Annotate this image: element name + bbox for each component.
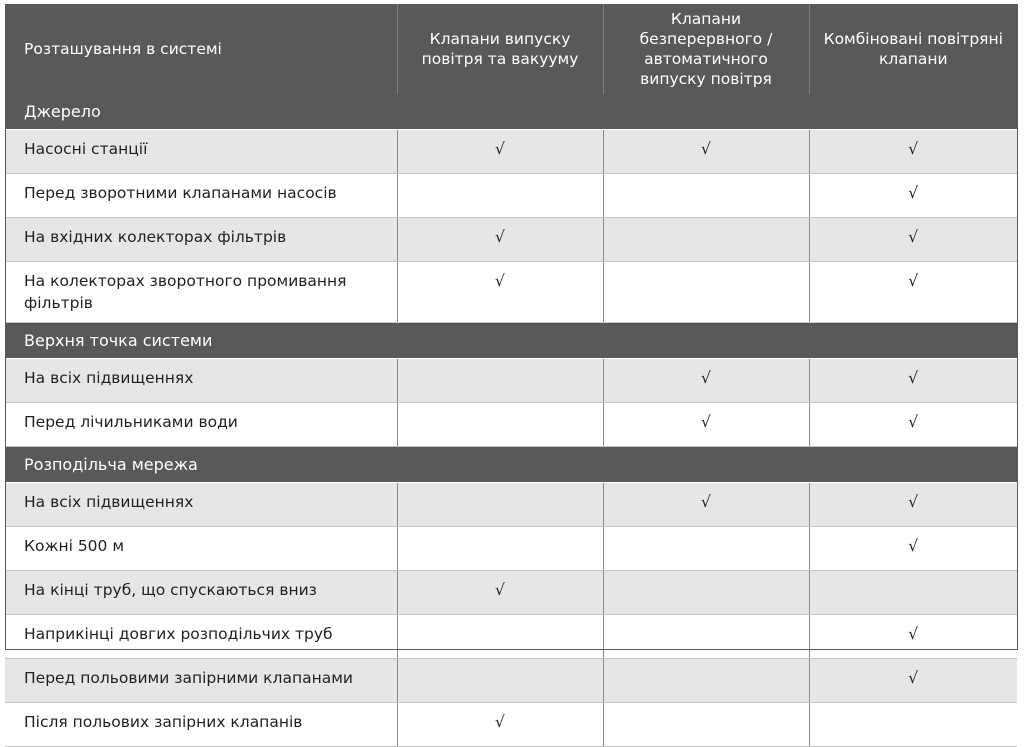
check-mark-icon: √	[397, 703, 603, 747]
table-row	[5, 359, 1017, 403]
row-label: Насосні станції	[5, 130, 397, 174]
check-mark-icon: √	[809, 130, 1017, 174]
table-row	[5, 571, 1017, 615]
table-row	[5, 703, 1017, 747]
empty-cell	[397, 615, 603, 659]
empty-cell	[809, 571, 1017, 615]
check-mark-icon: √	[809, 218, 1017, 262]
empty-cell	[397, 483, 603, 527]
check-mark-icon: √	[397, 571, 603, 615]
table-row	[5, 403, 1017, 447]
valve-placement-table-container	[5, 4, 1017, 747]
table-row	[5, 130, 1017, 174]
check-mark-icon: √	[397, 218, 603, 262]
check-mark-icon: √	[809, 483, 1017, 527]
header-air-vacuum-valves: Клапани випуску повітря та вакууму	[397, 4, 603, 94]
empty-cell	[397, 659, 603, 703]
empty-cell	[603, 174, 809, 218]
check-mark-icon: √	[603, 130, 809, 174]
header-continuous-air-valves: Клапани безперервного / автоматичного випуску повітря	[603, 4, 809, 94]
empty-cell	[603, 218, 809, 262]
empty-cell	[397, 403, 603, 447]
row-label: На кінці труб, що спускаються вниз	[5, 571, 397, 615]
empty-cell	[603, 527, 809, 571]
empty-cell	[809, 703, 1017, 747]
table-row	[5, 527, 1017, 571]
table-header	[5, 4, 1017, 94]
empty-cell	[603, 615, 809, 659]
check-mark-icon: √	[809, 403, 1017, 447]
check-mark-icon: √	[809, 659, 1017, 703]
table-row	[5, 659, 1017, 703]
valve-placement-table	[5, 4, 1017, 747]
check-mark-icon: √	[809, 174, 1017, 218]
row-label: Кожні 500 м	[5, 527, 397, 571]
section-row	[5, 323, 1017, 359]
row-label: На вхідних колекторах фільтрів	[5, 218, 397, 262]
row-label: На всіх підвищеннях	[5, 359, 397, 403]
section-title: Верхня точка системи	[5, 323, 1017, 359]
table-row	[5, 483, 1017, 527]
header-combination-air-valves: Комбіновані повітряні клапани	[809, 4, 1017, 94]
empty-cell	[603, 262, 809, 323]
check-mark-icon: √	[397, 262, 603, 323]
row-label: На колекторах зворотного промивання фільтрів	[5, 262, 397, 323]
row-label: Після польових запірних клапанів	[5, 703, 397, 747]
section-title: Джерело	[5, 94, 1017, 130]
empty-cell	[397, 174, 603, 218]
table-row	[5, 615, 1017, 659]
row-label: Перед польовими запірними клапанами	[5, 659, 397, 703]
check-mark-icon: √	[809, 615, 1017, 659]
empty-cell	[397, 527, 603, 571]
section-title: Розподільча мережа	[5, 447, 1017, 483]
row-label: На всіх підвищеннях	[5, 483, 397, 527]
check-mark-icon: √	[397, 130, 603, 174]
check-mark-icon: √	[603, 403, 809, 447]
check-mark-icon: √	[603, 483, 809, 527]
empty-cell	[603, 703, 809, 747]
empty-cell	[603, 659, 809, 703]
section-row	[5, 447, 1017, 483]
table-row	[5, 218, 1017, 262]
check-mark-icon: √	[809, 359, 1017, 403]
check-mark-icon: √	[809, 527, 1017, 571]
table-row	[5, 262, 1017, 323]
row-label: Перед лічильниками води	[5, 403, 397, 447]
table-row	[5, 174, 1017, 218]
empty-cell	[603, 571, 809, 615]
check-mark-icon: √	[809, 262, 1017, 323]
header-location: Розташування в системі	[5, 4, 397, 94]
table-body	[5, 94, 1017, 747]
row-label: Перед зворотними клапанами насосів	[5, 174, 397, 218]
section-row	[5, 94, 1017, 130]
check-mark-icon: √	[603, 359, 809, 403]
row-label: Наприкінці довгих розподільчих труб	[5, 615, 397, 659]
empty-cell	[397, 359, 603, 403]
